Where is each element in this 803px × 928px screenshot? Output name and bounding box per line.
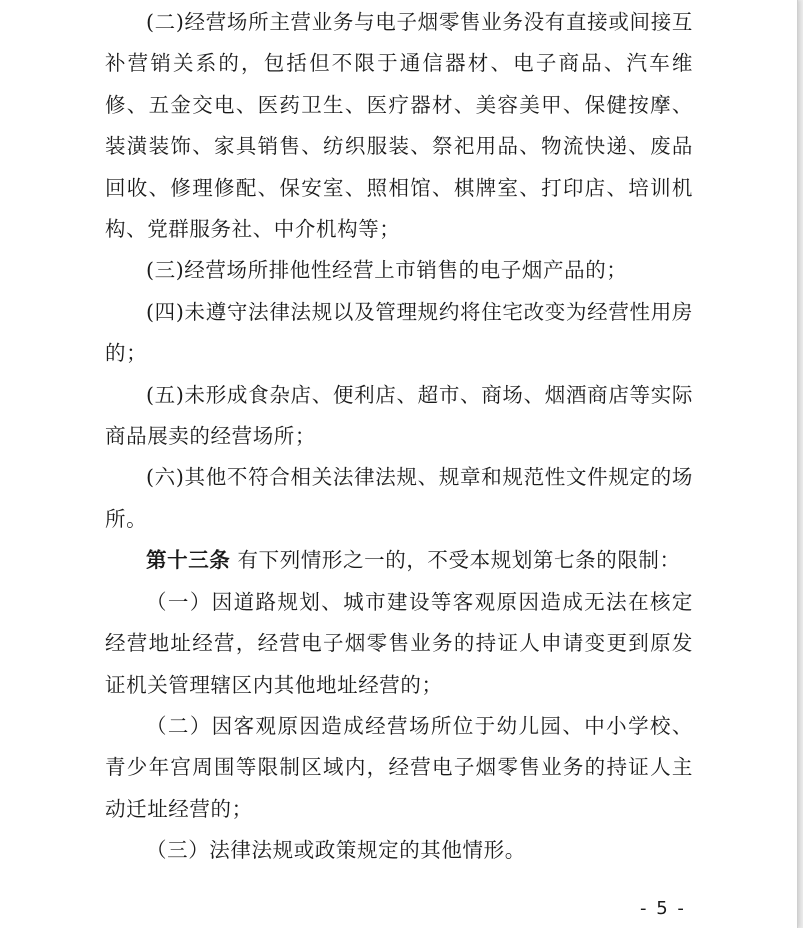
paragraph-item-5: (五)未形成食杂店、便利店、超市、商场、烟酒商店等实际商品展卖的经营场所； [105, 382, 693, 449]
paragraph-item-3: (三)经营场所排他性经营上市销售的电子烟产品的； [146, 258, 628, 283]
document-body [105, 2, 693, 872]
article-number: 第十三条 [146, 548, 231, 573]
article-13-item-1: （一）因道路规划、城市建设等客观原因造成无法在核定经营地址经营，经营电子烟零售业务的持证人申请变更到原发证机关管理辖区内其他地址经营的； [105, 589, 693, 697]
article-13-heading: 第十三条 有下列情形之一的，不受本规划第七条的限制： [146, 548, 681, 573]
article-13-item-3: （三）法律法规或政策规定的其他情形。 [146, 838, 526, 863]
paragraph-item-4: (四)未遵守法律法规以及管理规约将住宅改变为经营性用房的； [105, 299, 693, 366]
article-13-item-2: （二）因客观原因造成经营场所位于幼儿园、中小学校、青少年宫周围等限制区域内，经营电子烟零售业务的持证人主动迁址经营的； [105, 713, 693, 821]
page-number: - 5 - [640, 898, 686, 919]
paragraph-item-6: (六)其他不符合相关法律法规、规章和规范性文件规定的场所。 [105, 465, 693, 531]
paragraph-item-2: (二)经营场所主营业务与电子烟零售业务没有直接或间接互补营销关系的，包括但不限于通信器材、电子商品、汽车维修、五金交电、医药卫生、医疗器材、美容美甲、保健按摩、装潢装饰、家具销售、纺织服装、祭祀用品、物流快递、废品回收、修理修配、保安室、照相馆、棋牌室、打印店、培训机构、党群服务社、中介机构等； [105, 10, 693, 242]
